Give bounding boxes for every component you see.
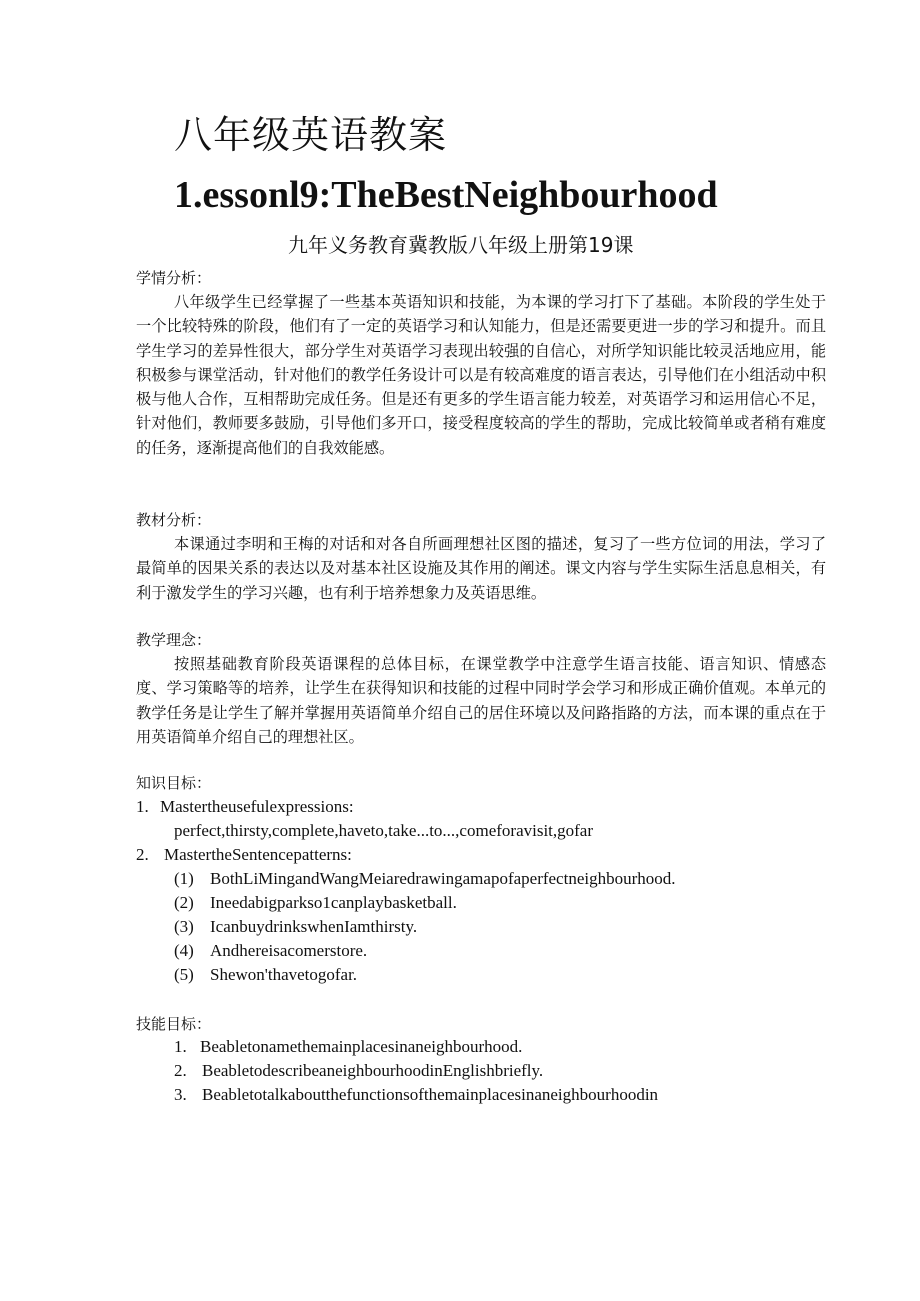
knowledge-goals-heading: 知识目标： — [136, 774, 212, 792]
skill-goal-text: Beabletonamethemainplacesinaneighbourhood. — [200, 1037, 523, 1056]
lesson-title: 1.essonl9:TheBestNeighbourhood — [174, 174, 718, 216]
list-number: 2. — [136, 845, 149, 864]
list-number: 1. — [136, 797, 149, 816]
list-number: (4) — [174, 941, 194, 960]
teaching-philosophy-heading: 教学理念： — [136, 631, 212, 649]
sentence-pattern-item — [174, 892, 457, 914]
sentence-pattern-text: Shewon'thavetogofar. — [210, 965, 358, 984]
knowledge-item-2 — [136, 844, 352, 866]
sentence-pattern-text: Ineedabigparkso1canplaybasketball. — [210, 893, 457, 912]
learner-analysis-text: 八年级学生已经掌握了一些基本英语知识和技能，为本课的学习打下了基础。本阶段的学生处于一个比较特殊的阶段，他们有了一定的英语学习和认知能力，但是还需要更进一步的学习和提升。而且学生学习的差异性很大，部分学生对英语学习表现出较强的自信心，对所学知识能比较灵活地应用，能积极参与课堂活动，针对他们的教学任务设计可以是有较高难度的语言表达，引导他们在小组活动中积极与他人合作，互相帮助完成任务。但是还有更多的学生语言能力较差，对英语学习和运用信心不足，针对他们，教师要多鼓励，引导他们多开口，接受程度较高的学生的帮助，完成比较简单或者稍有难度的任务，逐渐提高他们的自我效能感。 — [136, 293, 826, 457]
list-number: (5) — [174, 965, 194, 984]
list-number: 2. — [174, 1061, 187, 1080]
skill-goal-text: BeabletodescribeaneighbourhoodinEnglishbriefly. — [202, 1061, 544, 1080]
sentence-pattern-item — [174, 868, 676, 890]
material-analysis-heading: 教材分析： — [136, 511, 212, 529]
list-number: (3) — [174, 917, 194, 936]
sentence-pattern-text: BothLiMingandWangMeiaredrawingamapofaperfectneighbourhood. — [210, 869, 676, 888]
sentence-pattern-text: IcanbuydrinkswhenIamthirsty. — [210, 917, 418, 936]
page-title: 八年级英语教案 — [174, 113, 448, 157]
sentence-pattern-item — [174, 916, 417, 938]
skill-goal-item — [174, 1084, 658, 1106]
skill-goal-text: Beabletotalkaboutthefunctionsofthemainplacesinaneighbourhoodin — [202, 1085, 659, 1104]
skill-goal-item — [174, 1060, 543, 1082]
list-item-text: MastertheSentencepatterns: — [164, 845, 352, 864]
learner-analysis-heading: 学情分析： — [136, 269, 212, 287]
list-number: 1. — [174, 1037, 187, 1056]
skill-goal-item — [174, 1036, 522, 1058]
sentence-pattern-item — [174, 940, 367, 962]
material-analysis-text: 本课通过李明和王梅的对话和对各自所画理想社区图的描述，复习了一些方位词的用法，学习了最简单的因果关系的表达以及对基本社区设施及其作用的阐述。课文内容与学生实际生活息息相关，有利于激发学生的学习兴趣，也有利于培养想象力及英语思维。 — [136, 535, 826, 602]
sentence-pattern-item — [174, 964, 357, 986]
expressions-list: perfect,thirsty,complete,haveto,take...to...,comeforavisit,gofar — [174, 821, 594, 840]
teaching-philosophy-text: 按照基础教育阶段英语课程的总体目标，在课堂教学中注意学生语言技能、语言知识、情感态度、学习策略等的培养，让学生在获得知识和技能的过程中同时学会学习和形成正确价值观。本单元的教学任务是让学生了解并掌握用英语简单介绍自己的居住环境以及问路指路的方法，而本课的重点在于用英语简单介绍自己的理想社区。 — [136, 655, 826, 746]
sentence-pattern-text: Andhereisacomerstore. — [210, 941, 368, 960]
subtitle: 九年义务教育冀教版八年级上册第19课 — [288, 233, 634, 257]
list-number: (1) — [174, 869, 194, 888]
list-item-text: Mastertheusefulexpressions: — [160, 797, 354, 816]
skill-goals-heading: 技能目标： — [136, 1015, 212, 1033]
knowledge-item-1 — [136, 796, 354, 818]
list-number: 3. — [174, 1085, 187, 1104]
list-number: (2) — [174, 893, 194, 912]
